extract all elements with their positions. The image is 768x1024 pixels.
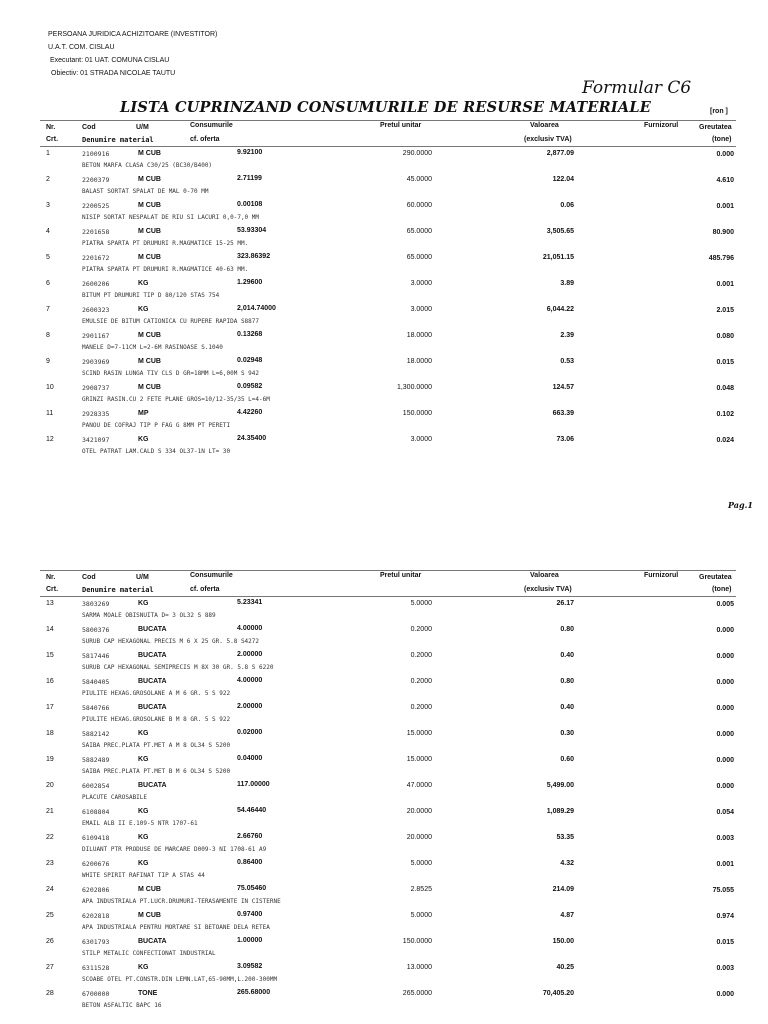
- col-consumurile: Consumurile: [190, 572, 233, 579]
- unit-of-measure: KG: [138, 808, 149, 815]
- material-code: 6109418: [82, 834, 110, 842]
- total-value: 4.32: [560, 860, 574, 867]
- total-value: 3,505.65: [546, 228, 574, 235]
- col-um: U/M: [136, 124, 149, 131]
- weight-tons: 0.000: [716, 783, 734, 790]
- total-value: 73.06: [556, 436, 574, 443]
- weight-tons: 0.000: [716, 705, 734, 712]
- total-value: 0.60: [560, 756, 574, 763]
- row-number: 13: [46, 600, 54, 607]
- unit-price: 65.0000: [406, 228, 432, 235]
- unit-of-measure: TONE: [138, 990, 158, 997]
- consumption-qty: 4.00000: [237, 677, 263, 684]
- total-value: 70,405.20: [542, 990, 574, 997]
- weight-tons: 0.024: [716, 437, 734, 444]
- col-tone: (tone): [712, 586, 732, 593]
- unit-price: 65.0000: [406, 254, 432, 261]
- material-name: EMAIL ALB II E.109-5 NTR 1707-61: [82, 820, 198, 827]
- unit-price: 18.0000: [406, 332, 432, 339]
- table-row: [40, 753, 736, 779]
- total-value: 0.80: [560, 678, 574, 685]
- materials-table-1: [40, 120, 736, 459]
- unit-of-measure: BUCATA: [138, 678, 167, 685]
- unit-of-measure: KG: [138, 280, 149, 287]
- row-number: 14: [46, 626, 54, 633]
- weight-tons: 0.001: [716, 861, 734, 868]
- row-number: 1: [46, 150, 50, 157]
- consumption-qty: 53.93304: [237, 227, 267, 234]
- weight-tons: 0.003: [716, 835, 734, 842]
- weight-tons: 0.015: [716, 359, 734, 366]
- col-tone: (tone): [712, 136, 732, 143]
- row-number: 3: [46, 202, 50, 209]
- table-header: [40, 120, 736, 147]
- total-value: 0.53: [560, 358, 574, 365]
- unit-price: 3.0000: [410, 436, 432, 443]
- col-valoarea: Valoarea: [530, 122, 559, 129]
- total-value: 2,877.09: [546, 150, 574, 157]
- executant-line: Executant: 01 UAT. COMUNA CISLAU: [50, 57, 170, 64]
- consumption-qty: 2.71199: [237, 175, 262, 182]
- page-number: Pag.1: [728, 500, 753, 510]
- unit-of-measure: KG: [138, 306, 149, 313]
- material-name: SCOABE OTEL PT.CONSTR.DIN LEMN.LAT,65-90MM,L.200-300MM: [82, 976, 278, 983]
- unit-price: 0.2000: [410, 704, 432, 711]
- total-value: 0.30: [560, 730, 574, 737]
- consumption-qty: 117.00000: [237, 781, 270, 788]
- unit-price: 5.0000: [410, 600, 432, 607]
- total-value: 2.39: [560, 332, 574, 339]
- material-name: SURUB CAP HEXAGONAL PRECIS M 6 X 25 GR. 5.8 S4272: [82, 638, 260, 645]
- material-name: BITUM PT DRUMURI TIP D 80/120 STAS 754: [82, 292, 220, 299]
- table-row: [40, 935, 736, 961]
- table-row: [40, 147, 736, 173]
- material-code: 2908737: [82, 384, 110, 392]
- unit-price: 20.0000: [406, 808, 432, 815]
- table-row: [40, 199, 736, 225]
- unit-of-measure: M CUB: [138, 150, 161, 157]
- row-number: 4: [46, 228, 50, 235]
- col-greutatea: Greutatea: [699, 124, 732, 131]
- table-row: [40, 225, 736, 251]
- unit-of-measure: BUCATA: [138, 938, 167, 945]
- material-name: SAIBA PREC.PLATA PT.MET B M 6 OL34 S 5200: [82, 768, 231, 775]
- col-furnizorul: Furnizorul: [644, 122, 679, 129]
- weight-tons: 0.003: [716, 965, 734, 972]
- total-value: 0.80: [560, 626, 574, 633]
- total-value: 0.06: [560, 202, 574, 209]
- table-body: [40, 597, 736, 1013]
- material-code: 6108804: [82, 808, 110, 816]
- weight-tons: 0.080: [716, 333, 734, 340]
- material-name: APA INDUSTRIALA PENTRU MORTARE SI BETOANE DELA RETEA: [82, 924, 270, 931]
- table-row: [40, 831, 736, 857]
- table-row: [40, 597, 736, 623]
- table-row: [40, 779, 736, 805]
- table-row: [40, 727, 736, 753]
- unit-price: 150.0000: [402, 938, 432, 945]
- total-value: 21,051.15: [542, 254, 574, 261]
- consumption-qty: 265.68000: [237, 989, 271, 996]
- unit-price: 18.0000: [406, 358, 432, 365]
- col-cf-oferta: cf. oferta: [190, 586, 220, 593]
- unit-of-measure: KG: [138, 436, 149, 443]
- material-name: SARMA MOALE OBISNUITA D= 3 OL32 S 889: [82, 612, 216, 619]
- unit-price: 2.8525: [410, 886, 432, 893]
- table-row: [40, 961, 736, 987]
- material-name: SAIBA PREC.PLATA PT.MET A M 8 OL34 S 5200: [82, 742, 231, 749]
- total-value: 214.09: [552, 886, 574, 893]
- total-value: 122.04: [552, 176, 574, 183]
- col-crt: Crt.: [46, 586, 59, 593]
- material-code: 5840405: [82, 678, 110, 686]
- col-denumire: Denumire material: [82, 586, 154, 594]
- material-name: EMULSIE DE BITUM CATIONICA CU RUPERE RAPIDA S8877: [82, 318, 260, 325]
- unit-of-measure: KG: [138, 730, 149, 737]
- unit-of-measure: M CUB: [138, 912, 161, 919]
- total-value: 0.40: [560, 704, 574, 711]
- consumption-qty: 2.66760: [237, 833, 263, 840]
- material-code: 5817446: [82, 652, 110, 660]
- unit-of-measure: KG: [138, 860, 149, 867]
- consumption-qty: 0.02000: [237, 729, 263, 736]
- unit-of-measure: M CUB: [138, 176, 161, 183]
- unit-of-measure: BUCATA: [138, 652, 167, 659]
- unit-of-measure: M CUB: [138, 254, 161, 261]
- material-code: 6311528: [82, 964, 110, 972]
- unit-price: 13.0000: [406, 964, 432, 971]
- material-name: DILUANT PTR PRODUSE DE MARCARE D009-3 NI 1708-61 A9: [82, 846, 267, 853]
- unit-price: 265.0000: [402, 990, 432, 997]
- table-header: [40, 570, 736, 597]
- material-code: 5840766: [82, 704, 110, 712]
- material-code: 5882142: [82, 730, 110, 738]
- row-number: 27: [46, 964, 54, 971]
- material-code: 5800376: [82, 626, 110, 634]
- unit-of-measure: M CUB: [138, 358, 161, 365]
- material-code: 2903969: [82, 358, 110, 366]
- material-code: 6202818: [82, 912, 110, 920]
- material-code: 2201672: [82, 254, 110, 262]
- col-exclusiv: (exclusiv TVA): [524, 586, 572, 593]
- unit-of-measure: KG: [138, 600, 149, 607]
- row-number: 23: [46, 860, 54, 867]
- col-nr: Nr.: [46, 574, 56, 581]
- total-value: 40.25: [556, 964, 574, 971]
- row-number: 5: [46, 254, 50, 261]
- unit-price: 60.0000: [406, 202, 432, 209]
- weight-tons: 0.000: [716, 991, 734, 998]
- weight-tons: 75.055: [712, 887, 734, 894]
- material-code: 6700000: [82, 990, 110, 998]
- row-number: 28: [46, 990, 54, 997]
- col-pret: Pretul unitar: [380, 572, 422, 579]
- unit-price: 47.0000: [406, 782, 432, 789]
- material-code: 2200379: [82, 176, 110, 184]
- consumption-qty: 323.86392: [237, 253, 271, 260]
- unit-price: 15.0000: [406, 730, 432, 737]
- material-code: 2901167: [82, 332, 110, 340]
- col-pret: Pretul unitar: [380, 122, 422, 129]
- col-valoarea: Valoarea: [530, 572, 559, 579]
- row-number: 9: [46, 358, 50, 365]
- unit-of-measure: KG: [138, 834, 149, 841]
- table-row: [40, 987, 736, 1013]
- table-row: [40, 381, 736, 407]
- table-row: [40, 857, 736, 883]
- consumption-qty: 5.23341: [237, 599, 263, 606]
- material-code: 2201658: [82, 228, 110, 236]
- row-number: 18: [46, 730, 54, 737]
- table-row: [40, 909, 736, 935]
- unit-price: 0.2000: [410, 626, 432, 633]
- unit-price: 150.0000: [402, 410, 432, 417]
- row-number: 8: [46, 332, 50, 339]
- consumption-qty: 3.09582: [237, 963, 263, 970]
- unit-price: 15.0000: [406, 756, 432, 763]
- table-row: [40, 303, 736, 329]
- unit-price: 290.0000: [402, 150, 432, 157]
- material-name: NISIP SORTAT NESPALAT DE RIU SI LACURI 0,0-7,0 MM: [82, 214, 260, 221]
- row-number: 22: [46, 834, 54, 841]
- weight-tons: 0.015: [716, 939, 734, 946]
- total-value: 124.57: [552, 384, 574, 391]
- material-code: 3803269: [82, 600, 110, 608]
- consumption-qty: 2.00000: [237, 703, 263, 710]
- consumption-qty: 1.00000: [237, 937, 263, 944]
- weight-tons: 0.001: [716, 281, 734, 288]
- total-value: 26.17: [556, 600, 574, 607]
- unit-price: 5.0000: [410, 912, 432, 919]
- col-crt: Crt.: [46, 136, 59, 143]
- material-name: PANOU DE COFRAJ TIP P FAG G 8MM PT PERETI: [82, 422, 231, 429]
- weight-tons: 0.054: [716, 809, 734, 816]
- table-row: [40, 277, 736, 303]
- materials-table-2: [40, 570, 736, 1013]
- weight-tons: 4.610: [716, 177, 734, 184]
- material-name: OTEL PATRAT LAM.CALD S 334 OL37-1N LT= 30: [82, 448, 231, 455]
- col-um: U/M: [136, 574, 149, 581]
- table-row: [40, 251, 736, 277]
- unit-of-measure: BUCATA: [138, 782, 167, 789]
- weight-tons: 0.000: [716, 731, 734, 738]
- col-nr: Nr.: [46, 124, 56, 131]
- consumption-qty: 0.02948: [237, 357, 263, 364]
- table-row: [40, 675, 736, 701]
- consumption-qty: 2.00000: [237, 651, 263, 658]
- consumption-qty: 2,014.74000: [237, 305, 276, 312]
- unit-of-measure: BUCATA: [138, 626, 167, 633]
- consumption-qty: 9.92100: [237, 149, 263, 156]
- row-number: 21: [46, 808, 54, 815]
- material-code: 6200676: [82, 860, 110, 868]
- col-consumurile: Consumurile: [190, 122, 233, 129]
- total-value: 150.00: [552, 938, 574, 945]
- row-number: 24: [46, 886, 54, 893]
- weight-tons: 0.000: [716, 679, 734, 686]
- weight-tons: 80.900: [712, 229, 734, 236]
- material-code: 2928335: [82, 410, 110, 418]
- unit-of-measure: M CUB: [138, 228, 161, 235]
- total-value: 3.89: [560, 280, 574, 287]
- row-number: 12: [46, 436, 54, 443]
- table-row: [40, 623, 736, 649]
- row-number: 11: [46, 410, 54, 417]
- row-number: 6: [46, 280, 50, 287]
- total-value: 53.35: [556, 834, 574, 841]
- material-name: SURUB CAP HEXAGONAL SEMIPRECIS M 8X 30 GR. 5.8 S 6220: [82, 664, 274, 671]
- consumption-qty: 0.97400: [237, 911, 263, 918]
- material-code: 6002854: [82, 782, 110, 790]
- col-denumire: Denumire material: [82, 136, 154, 144]
- table-row: [40, 407, 736, 433]
- total-value: 1,089.29: [546, 808, 574, 815]
- page-title: LISTA CUPRINZAND CONSUMURILE DE RESURSE MATERIALE: [120, 99, 651, 116]
- table-row: [40, 355, 736, 381]
- row-number: 25: [46, 912, 54, 919]
- unit-of-measure: BUCATA: [138, 704, 167, 711]
- investor-line: PERSOANA JURIDICA ACHIZITOARE (INVESTITOR): [48, 31, 218, 38]
- form-code-title: Formular C6: [582, 78, 692, 98]
- consumption-qty: 0.13268: [237, 331, 263, 338]
- weight-tons: 0.005: [716, 601, 734, 608]
- col-exclusiv: (exclusiv TVA): [524, 136, 572, 143]
- objective-line: Obiectiv: 01 STRADA NICOLAE TAUTU: [51, 70, 176, 77]
- consumption-qty: 4.42260: [237, 409, 263, 416]
- row-number: 7: [46, 306, 50, 313]
- col-cod: Cod: [82, 574, 96, 581]
- total-value: 663.39: [552, 410, 574, 417]
- material-name: BETON ASFALTIC BAPC 16: [82, 1002, 162, 1009]
- material-code: 2200525: [82, 202, 110, 210]
- consumption-qty: 0.09582: [237, 383, 263, 390]
- unit-price: 1,300.0000: [396, 384, 432, 391]
- weight-tons: 0.974: [716, 913, 734, 920]
- material-name: SCIND RASIN LUNGA TIV CLS D GR=18MM L=6,00M S 942: [82, 370, 260, 377]
- unit-of-measure: M CUB: [138, 202, 161, 209]
- row-number: 17: [46, 704, 54, 711]
- total-value: 5,499.00: [546, 782, 574, 789]
- table-row: [40, 329, 736, 355]
- material-code: 2600206: [82, 280, 110, 288]
- table-row: [40, 805, 736, 831]
- col-furnizorul: Furnizorul: [644, 572, 679, 579]
- material-code: 2600323: [82, 306, 110, 314]
- material-name: PIATRA SPARTA PT DRUMURI R.MAGMATICE 40-63 MM.: [82, 266, 249, 273]
- consumption-qty: 0.04000: [237, 755, 263, 762]
- material-name: WHITE SPIRIT RAFINAT TIP A STAS 44: [82, 872, 205, 879]
- table-row: [40, 883, 736, 909]
- consumption-qty: 54.46440: [237, 807, 267, 814]
- currency-label: [ron ]: [710, 108, 728, 115]
- unit-price: 0.2000: [410, 652, 432, 659]
- total-value: 0.40: [560, 652, 574, 659]
- unit-price: 45.0000: [406, 176, 432, 183]
- weight-tons: 0.000: [716, 627, 734, 634]
- material-name: PIULITE HEXAG.GROSOLANE A M 6 GR. 5 S 922: [82, 690, 231, 697]
- material-name: GRINZI RASIN.CU 2 FETE PLANE GROS=10/12-35/35 L=4-6M: [82, 396, 270, 403]
- unit-of-measure: MP: [138, 410, 149, 417]
- material-name: STILP METALIC CONFECTIONAT INDUSTRIAL: [82, 950, 216, 957]
- uat-line: U.A.T. COM. CISLAU: [48, 44, 115, 51]
- col-cod: Cod: [82, 124, 96, 131]
- weight-tons: 485.796: [708, 255, 734, 262]
- material-name: BETON MARFA CLASA C30/25 (BC30/B400): [82, 162, 213, 169]
- row-number: 15: [46, 652, 54, 659]
- total-value: 4.87: [560, 912, 574, 919]
- unit-price: 5.0000: [410, 860, 432, 867]
- unit-price: 3.0000: [410, 306, 432, 313]
- material-code: 2100916: [82, 150, 110, 158]
- consumption-qty: 75.05460: [237, 885, 267, 892]
- material-name: PIATRA SPARTA PT DRUMURI R.MAGMATICE 15-25 MM.: [82, 240, 249, 247]
- consumption-qty: 1.29600: [237, 279, 263, 286]
- consumption-qty: 0.86400: [237, 859, 263, 866]
- weight-tons: 0.001: [716, 203, 734, 210]
- weight-tons: 0.000: [716, 653, 734, 660]
- material-code: 6301793: [82, 938, 110, 946]
- row-number: 26: [46, 938, 54, 945]
- unit-price: 20.0000: [406, 834, 432, 841]
- table-row: [40, 433, 736, 459]
- material-name: APA INDUSTRIALA PT.LUCR.DRUMURI-TERASAMENTE IN CISTERNE: [82, 898, 281, 905]
- material-code: 5882489: [82, 756, 110, 764]
- consumption-qty: 24.35400: [237, 435, 267, 442]
- material-name: BALAST SORTAT SPALAT DE MAL 0-70 MM: [82, 188, 209, 195]
- unit-of-measure: M CUB: [138, 332, 161, 339]
- row-number: 10: [46, 384, 54, 391]
- material-code: 3421097: [82, 436, 110, 444]
- weight-tons: 0.000: [716, 757, 734, 764]
- total-value: 6,044.22: [546, 306, 574, 313]
- material-name: MANELE D=7-11CM L=2-6M RASINOASE S.1040: [82, 344, 223, 351]
- weight-tons: 0.048: [716, 385, 734, 392]
- material-name: PIULITE HEXAG.GROSOLANE B M 8 GR. 5 S 922: [82, 716, 231, 723]
- table-row: [40, 649, 736, 675]
- unit-of-measure: KG: [138, 756, 149, 763]
- unit-price: 3.0000: [410, 280, 432, 287]
- unit-price: 0.2000: [410, 678, 432, 685]
- row-number: 2: [46, 176, 50, 183]
- table-row: [40, 701, 736, 727]
- material-code: 6202806: [82, 886, 110, 894]
- unit-of-measure: KG: [138, 964, 149, 971]
- material-name: PLACUTE CAROSABILE: [82, 794, 148, 801]
- weight-tons: 0.000: [716, 151, 734, 158]
- col-cf-oferta: cf. oferta: [190, 136, 220, 143]
- row-number: 16: [46, 678, 54, 685]
- consumption-qty: 4.00000: [237, 625, 263, 632]
- weight-tons: 2.015: [716, 307, 734, 314]
- row-number: 19: [46, 756, 54, 763]
- table-row: [40, 173, 736, 199]
- row-number: 20: [46, 782, 54, 789]
- col-greutatea: Greutatea: [699, 574, 732, 581]
- weight-tons: 0.102: [716, 411, 734, 418]
- table-body: [40, 147, 736, 459]
- unit-of-measure: M CUB: [138, 886, 161, 893]
- consumption-qty: 0.00108: [237, 201, 263, 208]
- unit-of-measure: M CUB: [138, 384, 161, 391]
